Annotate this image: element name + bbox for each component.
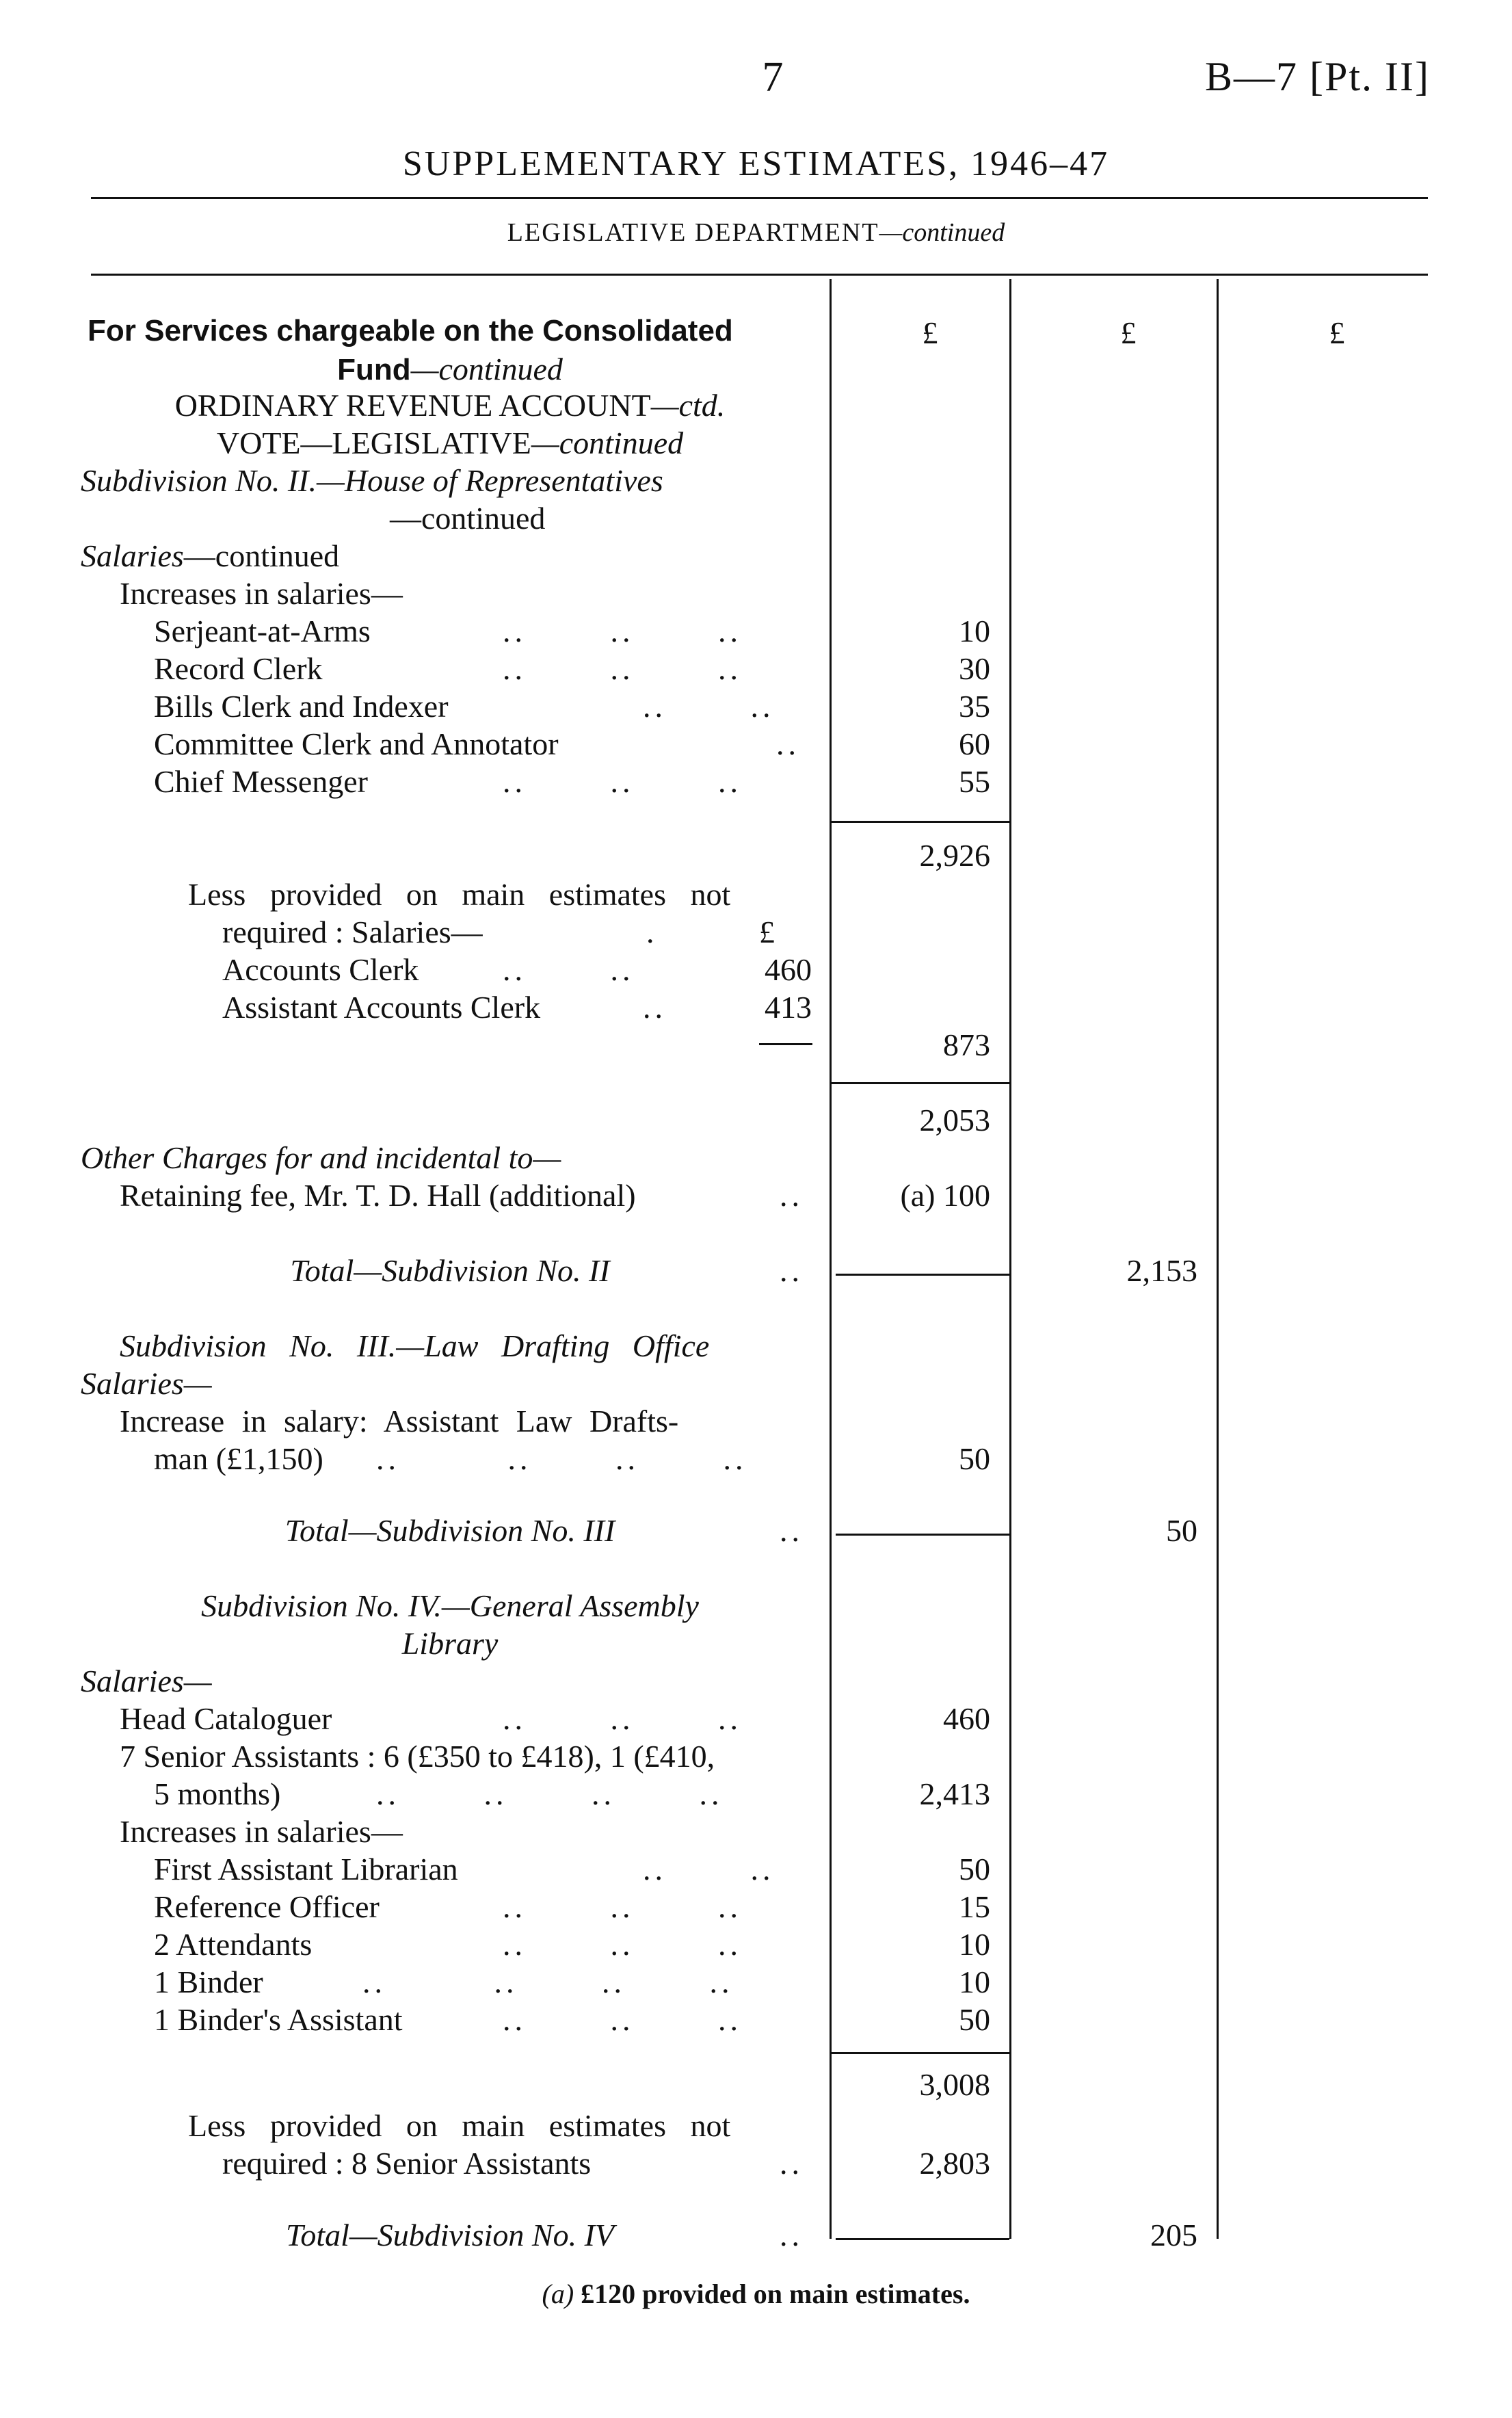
law-drafts-item: Increase in salary: Assistant Law Drafts-: [120, 1404, 679, 1438]
footnote: [0, 2278, 1512, 2310]
increases-heading: Increases in salaries—: [120, 576, 403, 611]
item-value: 30: [959, 651, 990, 686]
salaries-continued: —continued: [183, 538, 340, 573]
department-name: LEGISLATIVE DEPARTMENT: [507, 218, 879, 247]
item-value: 55: [959, 764, 990, 799]
document-reference: B—7 [Pt. II]: [1205, 54, 1430, 99]
total-rule: [836, 2238, 1009, 2240]
less-item-label: Assistant Accounts Clerk: [222, 990, 541, 1025]
subtotal-rule: [830, 821, 1011, 823]
subdivision-4-total: 205: [1150, 2218, 1197, 2252]
currency-header-2: £: [1120, 315, 1137, 350]
less-provided-text: Less provided on main estimates not: [188, 877, 731, 912]
subdivision-4-subtotal: 3,008: [919, 2067, 990, 2102]
leader-dots: .. .. ..: [503, 614, 742, 648]
salaries-heading: Salaries—: [81, 1366, 212, 1401]
salaries-heading: Salaries—: [81, 1664, 212, 1698]
increases-heading: Increases in salaries—: [120, 1814, 403, 1849]
leader-dots: .. .. ..: [503, 651, 742, 686]
item-label: Head Cataloguer: [120, 1701, 332, 1736]
less-total: 873: [943, 1027, 990, 1062]
account-suffix: —ctd.: [650, 388, 726, 423]
subdivision-2-continued: —continued: [390, 501, 546, 536]
column-rule-1: [830, 279, 832, 2239]
leader-dots: ..: [776, 726, 800, 761]
item-label: Committee Clerk and Annotator: [154, 726, 559, 761]
item-label: First Assistant Librarian: [154, 1852, 458, 1887]
leader-dots: .. .. ..: [503, 1927, 742, 1962]
senior-assistants-label: 7 Senior Assistants : 6 (£350 to £418), 1 (£410,: [120, 1739, 715, 1774]
fund-label: Fund: [337, 353, 411, 386]
law-drafts-value: 50: [959, 1441, 990, 1476]
leader-dots: .. ..: [503, 952, 635, 987]
item-value: 10: [959, 614, 990, 648]
item-label: Reference Officer: [154, 1889, 380, 1924]
item-label: 1 Binder's Assistant: [154, 2002, 403, 2037]
subdivision-4-less-value: 2,803: [919, 2146, 990, 2181]
item-label: 2 Attendants: [154, 1927, 313, 1962]
total-rule: [836, 1274, 1009, 1276]
vote-suffix: —continued: [531, 425, 684, 460]
column-rule-2: [1009, 279, 1011, 2239]
subdivision-4-title: Library: [401, 1626, 499, 1661]
subdivision-3-title: Subdivision No. III.—Law Drafting Office: [120, 1328, 710, 1363]
retaining-fee-value: (a) 100: [900, 1178, 990, 1213]
page-number: 7: [762, 54, 784, 101]
item-label: Bills Clerk and Indexer: [154, 689, 449, 724]
vote-label: VOTE—LEGISLATIVE: [216, 425, 531, 460]
less-provided-text: required : 8 Senior Assistants: [222, 2146, 592, 2181]
subdivision-2-net: 2,053: [919, 1103, 990, 1138]
header-rule: [91, 197, 1428, 199]
currency-header-1: £: [922, 315, 938, 350]
item-label: Chief Messenger: [154, 764, 368, 799]
subdivision-2-title: Subdivision No. II.—House of Representatives: [81, 463, 663, 498]
section-heading: For Services chargeable on the Consolidated: [88, 314, 733, 347]
less-item-value: 413: [765, 990, 812, 1025]
less-item-label: Accounts Clerk: [222, 952, 419, 987]
subdivision-3-total-label: Total—Subdivision No. III: [284, 1513, 615, 1548]
subdivision-3-total: 50: [1166, 1513, 1197, 1548]
leader-dots: .. .. .. ..: [376, 1441, 747, 1476]
other-charges-heading: Other Charges for and incidental to—: [81, 1140, 561, 1175]
net-rule: [830, 1082, 1011, 1084]
table-top-rule: [91, 274, 1428, 276]
leader-dots: .. .. ..: [503, 1889, 742, 1924]
leader-dots: .. .. ..: [503, 1701, 742, 1736]
item-value: 2,413: [919, 1776, 990, 1811]
currency-header-3: £: [1329, 315, 1345, 350]
item-value: 50: [959, 2002, 990, 2037]
less-item-value: 460: [765, 952, 812, 987]
leader-dots: ..: [780, 2218, 804, 2252]
law-drafts-item: man (£1,150): [154, 1441, 323, 1476]
subdivision-2-subtotal: 2,926: [919, 838, 990, 873]
column-rule-3: [1217, 279, 1219, 2239]
item-value: 15: [959, 1889, 990, 1924]
item-value: 10: [959, 1964, 990, 1999]
subdivision-4-title: Subdivision No. IV.—General Assembly: [201, 1588, 699, 1623]
subdivision-2-total-label: Total—Subdivision No. II: [290, 1253, 610, 1288]
senior-assistants-label: 5 months): [154, 1776, 281, 1811]
item-label: 1 Binder: [154, 1964, 263, 1999]
item-value: 460: [943, 1701, 990, 1736]
item-value: 50: [959, 1852, 990, 1887]
subdivision-4-total-label: Total—Subdivision No. IV: [285, 2218, 615, 2252]
footnote-marker: (a): [542, 2278, 574, 2309]
retaining-fee-label: Retaining fee, Mr. T. D. Hall (additional): [120, 1178, 636, 1213]
leader-dots: .: [646, 915, 659, 949]
leader-dots: ..: [780, 2146, 804, 2181]
leader-dots: .. .. .. ..: [376, 1776, 724, 1811]
salaries-heading: [81, 540, 339, 572]
account-label: ORDINARY REVENUE ACCOUNT: [174, 388, 651, 423]
leader-dots: .. .. ..: [503, 2002, 742, 2037]
leader-dots: ..: [643, 990, 667, 1025]
subtotal-rule: [830, 2052, 1011, 2054]
pound-sign: £: [759, 915, 775, 949]
leader-dots: .. .. ..: [503, 764, 742, 799]
footnote-text: £120 provided on main estimates.: [574, 2278, 970, 2309]
item-value: 35: [959, 689, 990, 724]
page-title: SUPPLEMENTARY ESTIMATES, 1946–47: [402, 144, 1110, 183]
vote-heading: [88, 425, 812, 460]
salaries-label: Salaries: [81, 538, 184, 573]
leader-dots: ..: [780, 1513, 804, 1548]
department-heading: [0, 218, 1512, 248]
item-label: Serjeant-at-Arms: [154, 614, 371, 648]
fund-continued: —continued: [410, 352, 563, 386]
less-provided-text: required : Salaries—: [222, 915, 483, 949]
subdivision-2-total: 2,153: [1126, 1253, 1197, 1288]
account-heading: [88, 390, 812, 421]
item-value: 10: [959, 1927, 990, 1962]
item-label: Record Clerk: [154, 651, 323, 686]
leader-dots: .. ..: [643, 689, 775, 724]
item-value: 60: [959, 726, 990, 761]
leader-dots: ..: [780, 1253, 804, 1288]
inner-sum-rule: [759, 1043, 812, 1045]
less-provided-text: Less provided on main estimates not: [188, 2108, 731, 2143]
leader-dots: .. .. .. ..: [362, 1964, 734, 1999]
section-heading-fund: [88, 354, 812, 385]
leader-dots: ..: [780, 1178, 804, 1213]
total-rule: [836, 1534, 1009, 1536]
department-continued: —continued: [879, 218, 1005, 247]
leader-dots: .. ..: [643, 1852, 775, 1887]
